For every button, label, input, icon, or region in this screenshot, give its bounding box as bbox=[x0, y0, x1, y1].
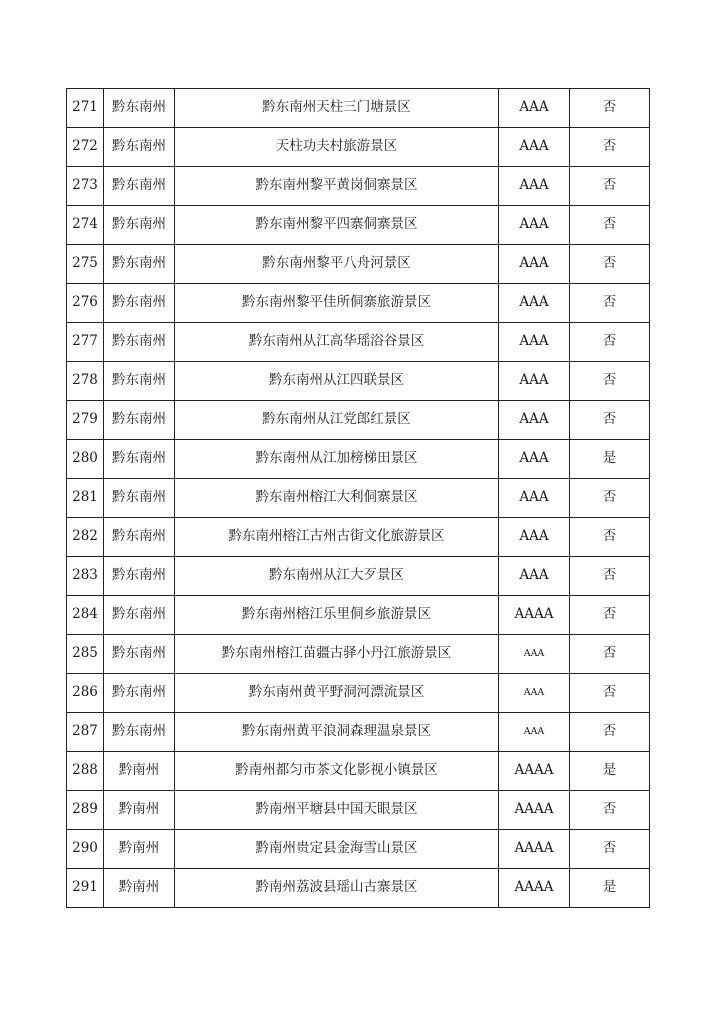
scenic-area-name-cell: 黔东南州从江四联景区 bbox=[175, 362, 499, 401]
flag-cell: 是 bbox=[570, 440, 650, 479]
row-number-cell: 271 bbox=[67, 89, 104, 128]
table-row bbox=[67, 245, 650, 284]
region-cell: 黔东南州 bbox=[104, 362, 175, 401]
region-cell: 黔东南州 bbox=[104, 674, 175, 713]
flag-cell: 否 bbox=[570, 557, 650, 596]
row-number-cell: 289 bbox=[67, 791, 104, 830]
table-row bbox=[67, 713, 650, 752]
row-number-cell: 275 bbox=[67, 245, 104, 284]
table-row bbox=[67, 323, 650, 362]
row-number-cell: 276 bbox=[67, 284, 104, 323]
grade-cell: AAAA bbox=[499, 752, 570, 791]
flag-cell: 否 bbox=[570, 167, 650, 206]
scenic-area-name-cell: 黔东南州黄平野洞河漂流景区 bbox=[175, 674, 499, 713]
grade-cell: AAA bbox=[499, 89, 570, 128]
scenic-area-name-cell: 黔东南州从江加榜梯田景区 bbox=[175, 440, 499, 479]
table-row bbox=[67, 167, 650, 206]
scenic-area-name-cell: 黔东南州从江高华瑶浴谷景区 bbox=[175, 323, 499, 362]
table-row bbox=[67, 518, 650, 557]
grade-cell: AAA bbox=[499, 440, 570, 479]
grade-cell: AAA bbox=[499, 401, 570, 440]
row-number-cell: 288 bbox=[67, 752, 104, 791]
table-row bbox=[67, 752, 650, 791]
grade-cell: AAA bbox=[499, 128, 570, 167]
table-body bbox=[67, 89, 650, 908]
flag-cell: 否 bbox=[570, 362, 650, 401]
grade-cell: AAA bbox=[499, 557, 570, 596]
table-row bbox=[67, 89, 650, 128]
flag-cell: 否 bbox=[570, 89, 650, 128]
region-cell: 黔东南州 bbox=[104, 440, 175, 479]
table-row bbox=[67, 791, 650, 830]
row-number-cell: 273 bbox=[67, 167, 104, 206]
region-cell: 黔南州 bbox=[104, 752, 175, 791]
row-number-cell: 283 bbox=[67, 557, 104, 596]
table-row bbox=[67, 869, 650, 908]
grade-cell: AAA bbox=[499, 713, 570, 752]
scenic-area-table bbox=[66, 88, 650, 908]
table-row bbox=[67, 635, 650, 674]
scenic-area-name-cell: 黔东南州黎平黄岗侗寨景区 bbox=[175, 167, 499, 206]
row-number-cell: 282 bbox=[67, 518, 104, 557]
row-number-cell: 291 bbox=[67, 869, 104, 908]
region-cell: 黔东南州 bbox=[104, 479, 175, 518]
grade-cell: AAA bbox=[499, 635, 570, 674]
table-row bbox=[67, 362, 650, 401]
row-number-cell: 281 bbox=[67, 479, 104, 518]
scenic-area-name-cell: 黔东南州天柱三门塘景区 bbox=[175, 89, 499, 128]
region-cell: 黔东南州 bbox=[104, 284, 175, 323]
region-cell: 黔东南州 bbox=[104, 713, 175, 752]
region-cell: 黔东南州 bbox=[104, 635, 175, 674]
flag-cell: 否 bbox=[570, 596, 650, 635]
grade-cell: AAA bbox=[499, 323, 570, 362]
row-number-cell: 278 bbox=[67, 362, 104, 401]
grade-cell: AAA bbox=[499, 479, 570, 518]
table-row bbox=[67, 830, 650, 869]
flag-cell: 否 bbox=[570, 284, 650, 323]
region-cell: 黔东南州 bbox=[104, 401, 175, 440]
table-row bbox=[67, 557, 650, 596]
flag-cell: 否 bbox=[570, 128, 650, 167]
flag-cell: 是 bbox=[570, 869, 650, 908]
scenic-area-name-cell: 黔东南州黎平四寨侗寨景区 bbox=[175, 206, 499, 245]
table-row bbox=[67, 596, 650, 635]
flag-cell: 否 bbox=[570, 674, 650, 713]
region-cell: 黔南州 bbox=[104, 869, 175, 908]
scenic-area-name-cell: 黔东南州黎平佳所侗寨旅游景区 bbox=[175, 284, 499, 323]
flag-cell: 否 bbox=[570, 635, 650, 674]
grade-cell: AAAA bbox=[499, 791, 570, 830]
table-row bbox=[67, 206, 650, 245]
flag-cell: 否 bbox=[570, 401, 650, 440]
scenic-area-name-cell: 黔东南州榕江乐里侗乡旅游景区 bbox=[175, 596, 499, 635]
region-cell: 黔东南州 bbox=[104, 245, 175, 284]
flag-cell: 否 bbox=[570, 830, 650, 869]
scenic-area-name-cell: 黔东南州黄平浪洞森理温泉景区 bbox=[175, 713, 499, 752]
table-row bbox=[67, 479, 650, 518]
row-number-cell: 287 bbox=[67, 713, 104, 752]
region-cell: 黔南州 bbox=[104, 791, 175, 830]
row-number-cell: 290 bbox=[67, 830, 104, 869]
region-cell: 黔东南州 bbox=[104, 557, 175, 596]
grade-cell: AAA bbox=[499, 284, 570, 323]
row-number-cell: 286 bbox=[67, 674, 104, 713]
grade-cell: AAA bbox=[499, 362, 570, 401]
grade-cell: AAA bbox=[499, 518, 570, 557]
grade-cell: AAA bbox=[499, 167, 570, 206]
grade-cell: AAAA bbox=[499, 596, 570, 635]
flag-cell: 否 bbox=[570, 518, 650, 557]
region-cell: 黔东南州 bbox=[104, 89, 175, 128]
row-number-cell: 284 bbox=[67, 596, 104, 635]
flag-cell: 否 bbox=[570, 479, 650, 518]
row-number-cell: 277 bbox=[67, 323, 104, 362]
grade-cell: AAA bbox=[499, 674, 570, 713]
grade-cell: AAAA bbox=[499, 869, 570, 908]
scenic-area-name-cell: 黔东南州榕江苗疆古驿小丹江旅游景区 bbox=[175, 635, 499, 674]
scenic-area-name-cell: 黔南州贵定县金海雪山景区 bbox=[175, 830, 499, 869]
scenic-area-name-cell: 黔东南州从江大歹景区 bbox=[175, 557, 499, 596]
region-cell: 黔东南州 bbox=[104, 518, 175, 557]
scenic-area-name-cell: 黔东南州从江党郎红景区 bbox=[175, 401, 499, 440]
flag-cell: 否 bbox=[570, 323, 650, 362]
row-number-cell: 285 bbox=[67, 635, 104, 674]
flag-cell: 否 bbox=[570, 245, 650, 284]
region-cell: 黔东南州 bbox=[104, 323, 175, 362]
scenic-area-name-cell: 黔东南州榕江古州古街文化旅游景区 bbox=[175, 518, 499, 557]
row-number-cell: 280 bbox=[67, 440, 104, 479]
scenic-area-name-cell: 天柱功夫村旅游景区 bbox=[175, 128, 499, 167]
region-cell: 黔东南州 bbox=[104, 128, 175, 167]
grade-cell: AAA bbox=[499, 245, 570, 284]
region-cell: 黔东南州 bbox=[104, 596, 175, 635]
flag-cell: 是 bbox=[570, 752, 650, 791]
table-row bbox=[67, 440, 650, 479]
scenic-area-name-cell: 黔南州荔波县瑶山古寨景区 bbox=[175, 869, 499, 908]
scenic-area-name-cell: 黔东南州榕江大利侗寨景区 bbox=[175, 479, 499, 518]
grade-cell: AAA bbox=[499, 206, 570, 245]
scenic-area-name-cell: 黔东南州黎平八舟河景区 bbox=[175, 245, 499, 284]
region-cell: 黔南州 bbox=[104, 830, 175, 869]
scenic-area-name-cell: 黔南州都匀市茶文化影视小镇景区 bbox=[175, 752, 499, 791]
table-row bbox=[67, 401, 650, 440]
table-row bbox=[67, 128, 650, 167]
region-cell: 黔东南州 bbox=[104, 206, 175, 245]
table-row bbox=[67, 674, 650, 713]
flag-cell: 否 bbox=[570, 713, 650, 752]
flag-cell: 否 bbox=[570, 206, 650, 245]
region-cell: 黔东南州 bbox=[104, 167, 175, 206]
grade-cell: AAAA bbox=[499, 830, 570, 869]
flag-cell: 否 bbox=[570, 791, 650, 830]
row-number-cell: 272 bbox=[67, 128, 104, 167]
row-number-cell: 274 bbox=[67, 206, 104, 245]
scenic-area-name-cell: 黔南州平塘县中国天眼景区 bbox=[175, 791, 499, 830]
row-number-cell: 279 bbox=[67, 401, 104, 440]
table-row bbox=[67, 284, 650, 323]
